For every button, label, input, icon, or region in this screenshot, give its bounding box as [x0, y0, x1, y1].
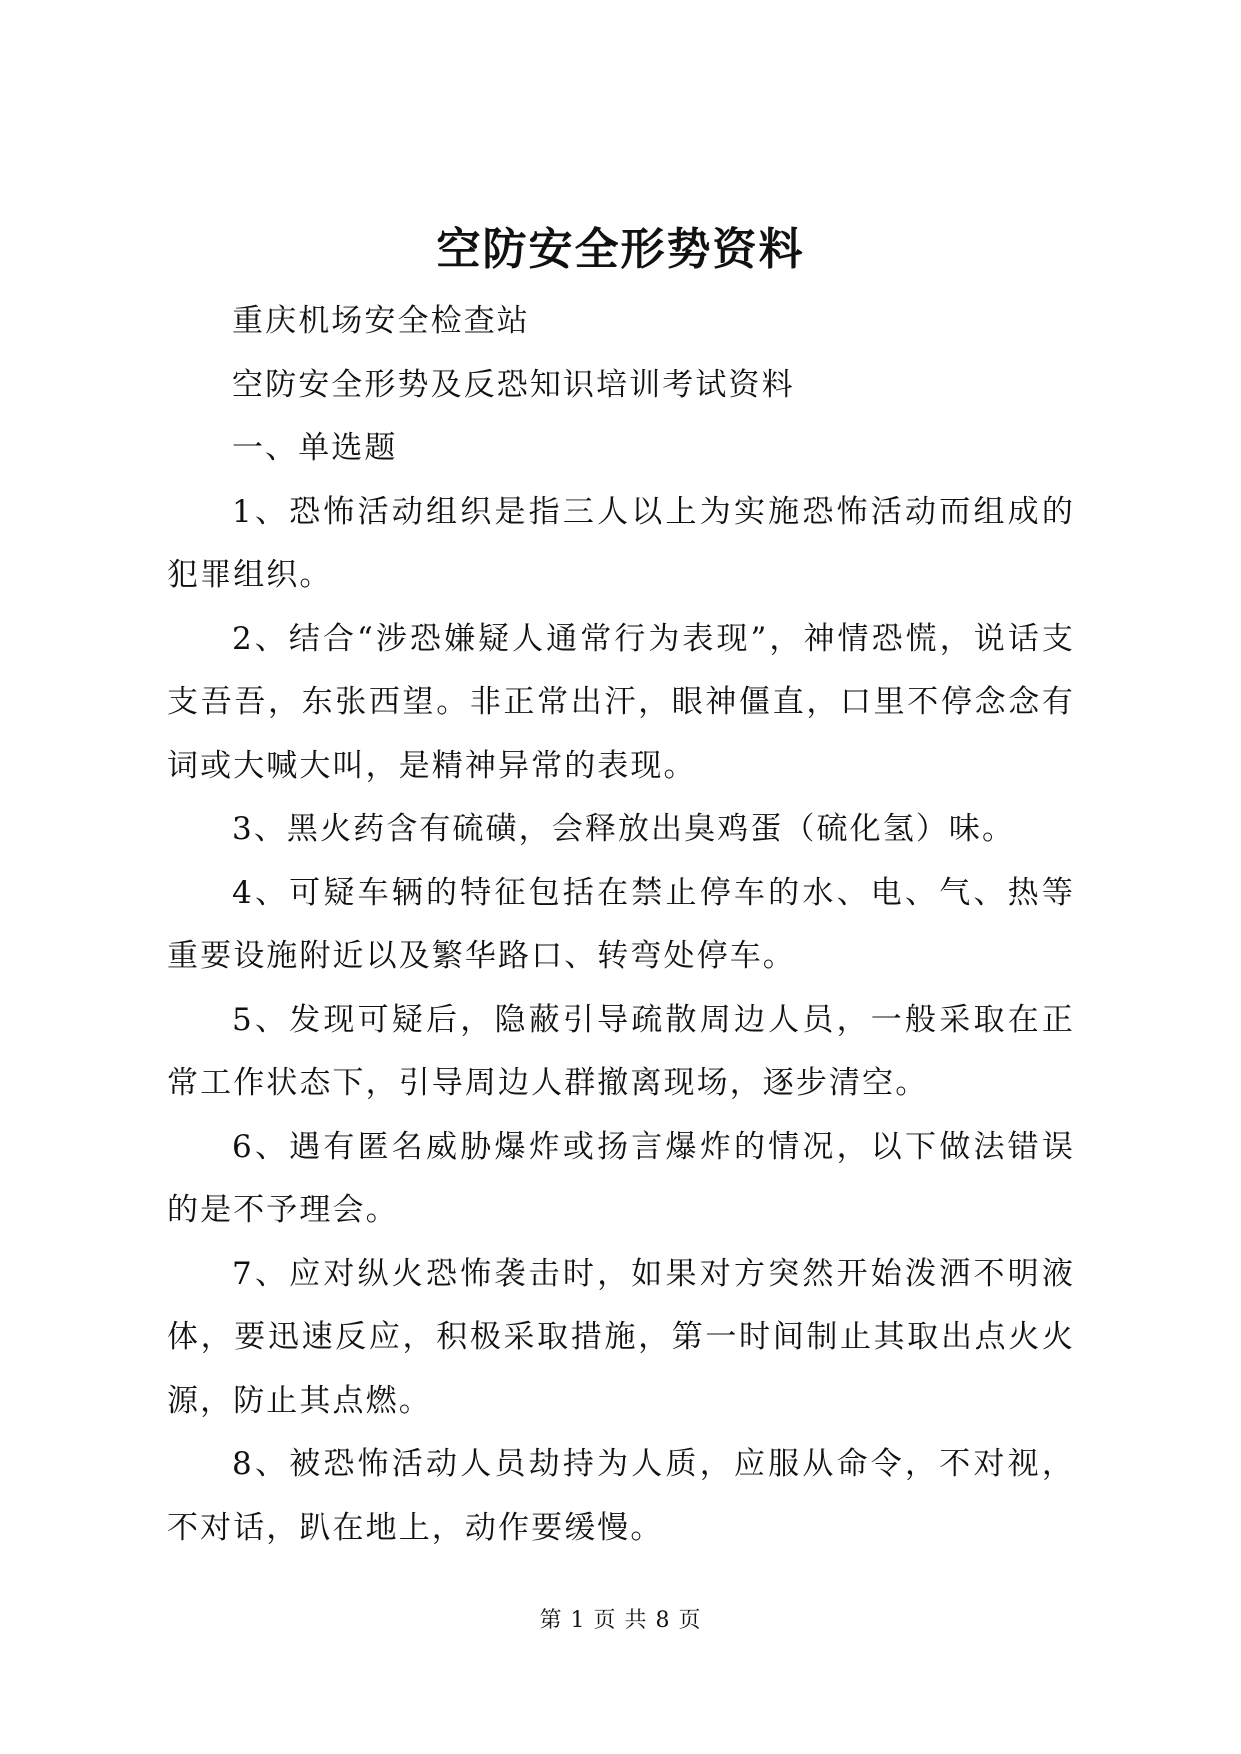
paragraph-subtitle: 空防安全形势及反恐知识培训考试资料 [232, 366, 795, 403]
question-item: 3、黑火药含有硫磺，会释放出臭鸡蛋（硫化氢）味。 [232, 811, 1016, 847]
question-item: 2、结合“涉恐嫌疑人通常行为表现”，神情恐慌，说话支支吾吾，东张西望。非正常出汗，眼神僵直，口里不停念念有词或大喊大叫，是精神异常的表现。 [167, 620, 1075, 784]
question-item: 4、可疑车辆的特征包括在禁止停车的水、电、气、热等重要设施附近以及繁华路口、转弯处停车。 [167, 874, 1075, 974]
question-item: 1、恐怖活动组织是指三人以上为实施恐怖活动而组成的犯罪组织。 [167, 493, 1075, 593]
page-footer: 第 1 页 共 8 页 [539, 1608, 702, 1633]
question-item: 8、被恐怖活动人员劫持为人质，应服从命令，不对视，不对话，趴在地上，动作要缓慢。 [167, 1446, 1075, 1546]
question-item: 6、遇有匿名威胁爆炸或扬言爆炸的情况，以下做法错误的是不予理会。 [167, 1128, 1075, 1228]
paragraph-station: 重庆机场安全检查站 [232, 303, 530, 339]
document-title: 空防安全形势资料 [436, 224, 805, 275]
question-item: 7、应对纵火恐怖袭击时，如果对方突然开始泼洒不明液体，要迅速反应，积极采取措施，第一时间制止其取出点火火源，防止其点燃。 [167, 1255, 1075, 1419]
section-heading: 一、单选题 [232, 430, 398, 466]
document-body [167, 290, 1075, 1560]
question-item: 5、发现可疑后，隐蔽引导疏散周边人员，一般采取在正常工作状态下，引导周边人群撤离现场，逐步清空。 [167, 1001, 1075, 1101]
